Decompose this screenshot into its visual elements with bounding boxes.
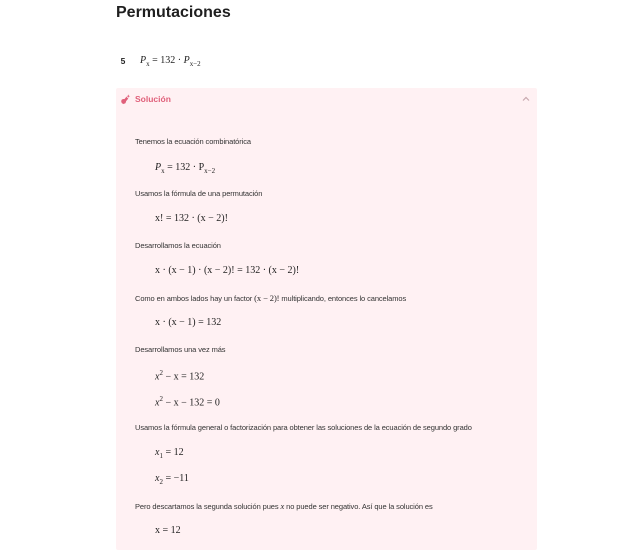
step-text-with-math: Como en ambos lados hay un factor (x − 2)! multiplicando, entonces lo cancelamos xyxy=(135,293,407,303)
step-text: Usamos la fórmula de una permutación xyxy=(135,189,263,198)
math-equation-5: $x^2 - x = 132$ xyxy=(155,369,205,383)
problem-equation: $P_x = 132 \cdot P_{x-2}$ xyxy=(140,54,201,68)
math-equation-1: $P_x = 132 \cdot P_{x-2}$ xyxy=(155,162,216,175)
math-solution-1: $x_1 = 12$ xyxy=(155,447,184,460)
step-text: Desarrollamos una vez más xyxy=(135,345,226,354)
math-equation-6: $x^2 - x - 132 = 0$ xyxy=(155,395,220,409)
page-title: Permutaciones xyxy=(116,4,231,21)
math-equation-3: x · (x − 1) · (x − 2)! = 132 · (x − 2)! xyxy=(155,265,300,276)
problem-number: 5 xyxy=(120,56,126,66)
math-equation-2: x! = 132 · (x − 2)! xyxy=(155,213,228,224)
idea-icon xyxy=(119,93,132,106)
math-final-answer: x = 12 xyxy=(155,525,181,536)
step-text-with-math: Pero descartamos la segunda solución pues x no puede ser negativo. Así que la solución es xyxy=(135,501,433,511)
chevron-up-icon[interactable] xyxy=(520,93,532,105)
step-text: Usamos la fórmula general o factorización para obtener las soluciones de la ecuación de segundo grado xyxy=(135,423,472,432)
solution-header[interactable] xyxy=(116,88,537,112)
step-text: Tenemos la ecuación combinatórica xyxy=(135,137,251,146)
solution-panel xyxy=(116,88,537,550)
solution-label: Solución xyxy=(135,94,171,104)
problem-statement xyxy=(116,53,201,69)
math-solution-2: $x_2 = -11$ xyxy=(155,473,189,486)
math-equation-4: x · (x − 1) = 132 xyxy=(155,317,222,328)
step-text: Desarrollamos la ecuación xyxy=(135,241,221,250)
